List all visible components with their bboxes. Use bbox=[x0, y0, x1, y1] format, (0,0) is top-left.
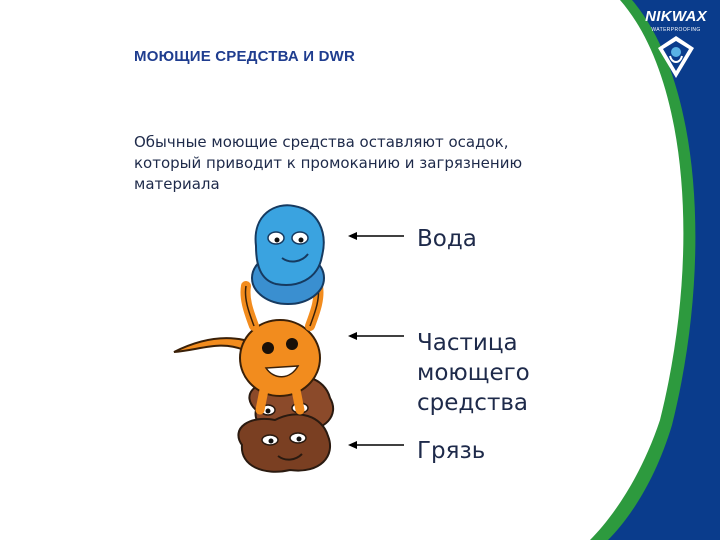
body-line: Обычные моющие средства оставляют осадок, bbox=[134, 133, 509, 151]
logo-brand: NIKWAX bbox=[645, 8, 707, 25]
label-detergent-line: Частица bbox=[417, 330, 518, 356]
page-title: МОЮЩИЕ СРЕДСТВА И DWR bbox=[134, 48, 356, 65]
arrow-left-icon bbox=[348, 441, 404, 449]
label-dirt: Грязь bbox=[417, 438, 486, 464]
detergent-character bbox=[174, 286, 320, 410]
label-detergent-line: моющего bbox=[417, 360, 530, 386]
body-paragraph bbox=[134, 132, 614, 195]
label-water: Вода bbox=[417, 226, 477, 252]
body-line: который приводит к промоканию и загрязнению bbox=[134, 154, 523, 172]
nikwax-logo bbox=[636, 4, 716, 84]
logo-tagline: WATERPROOFING bbox=[651, 27, 701, 33]
body-line: материала bbox=[134, 175, 220, 193]
nikwax-shield-icon bbox=[656, 34, 696, 80]
water-character bbox=[252, 205, 324, 304]
arrow-left-icon bbox=[348, 232, 404, 240]
label-detergent bbox=[417, 328, 617, 418]
arrow-left-icon bbox=[348, 332, 404, 340]
label-detergent-line: средства bbox=[417, 390, 528, 416]
